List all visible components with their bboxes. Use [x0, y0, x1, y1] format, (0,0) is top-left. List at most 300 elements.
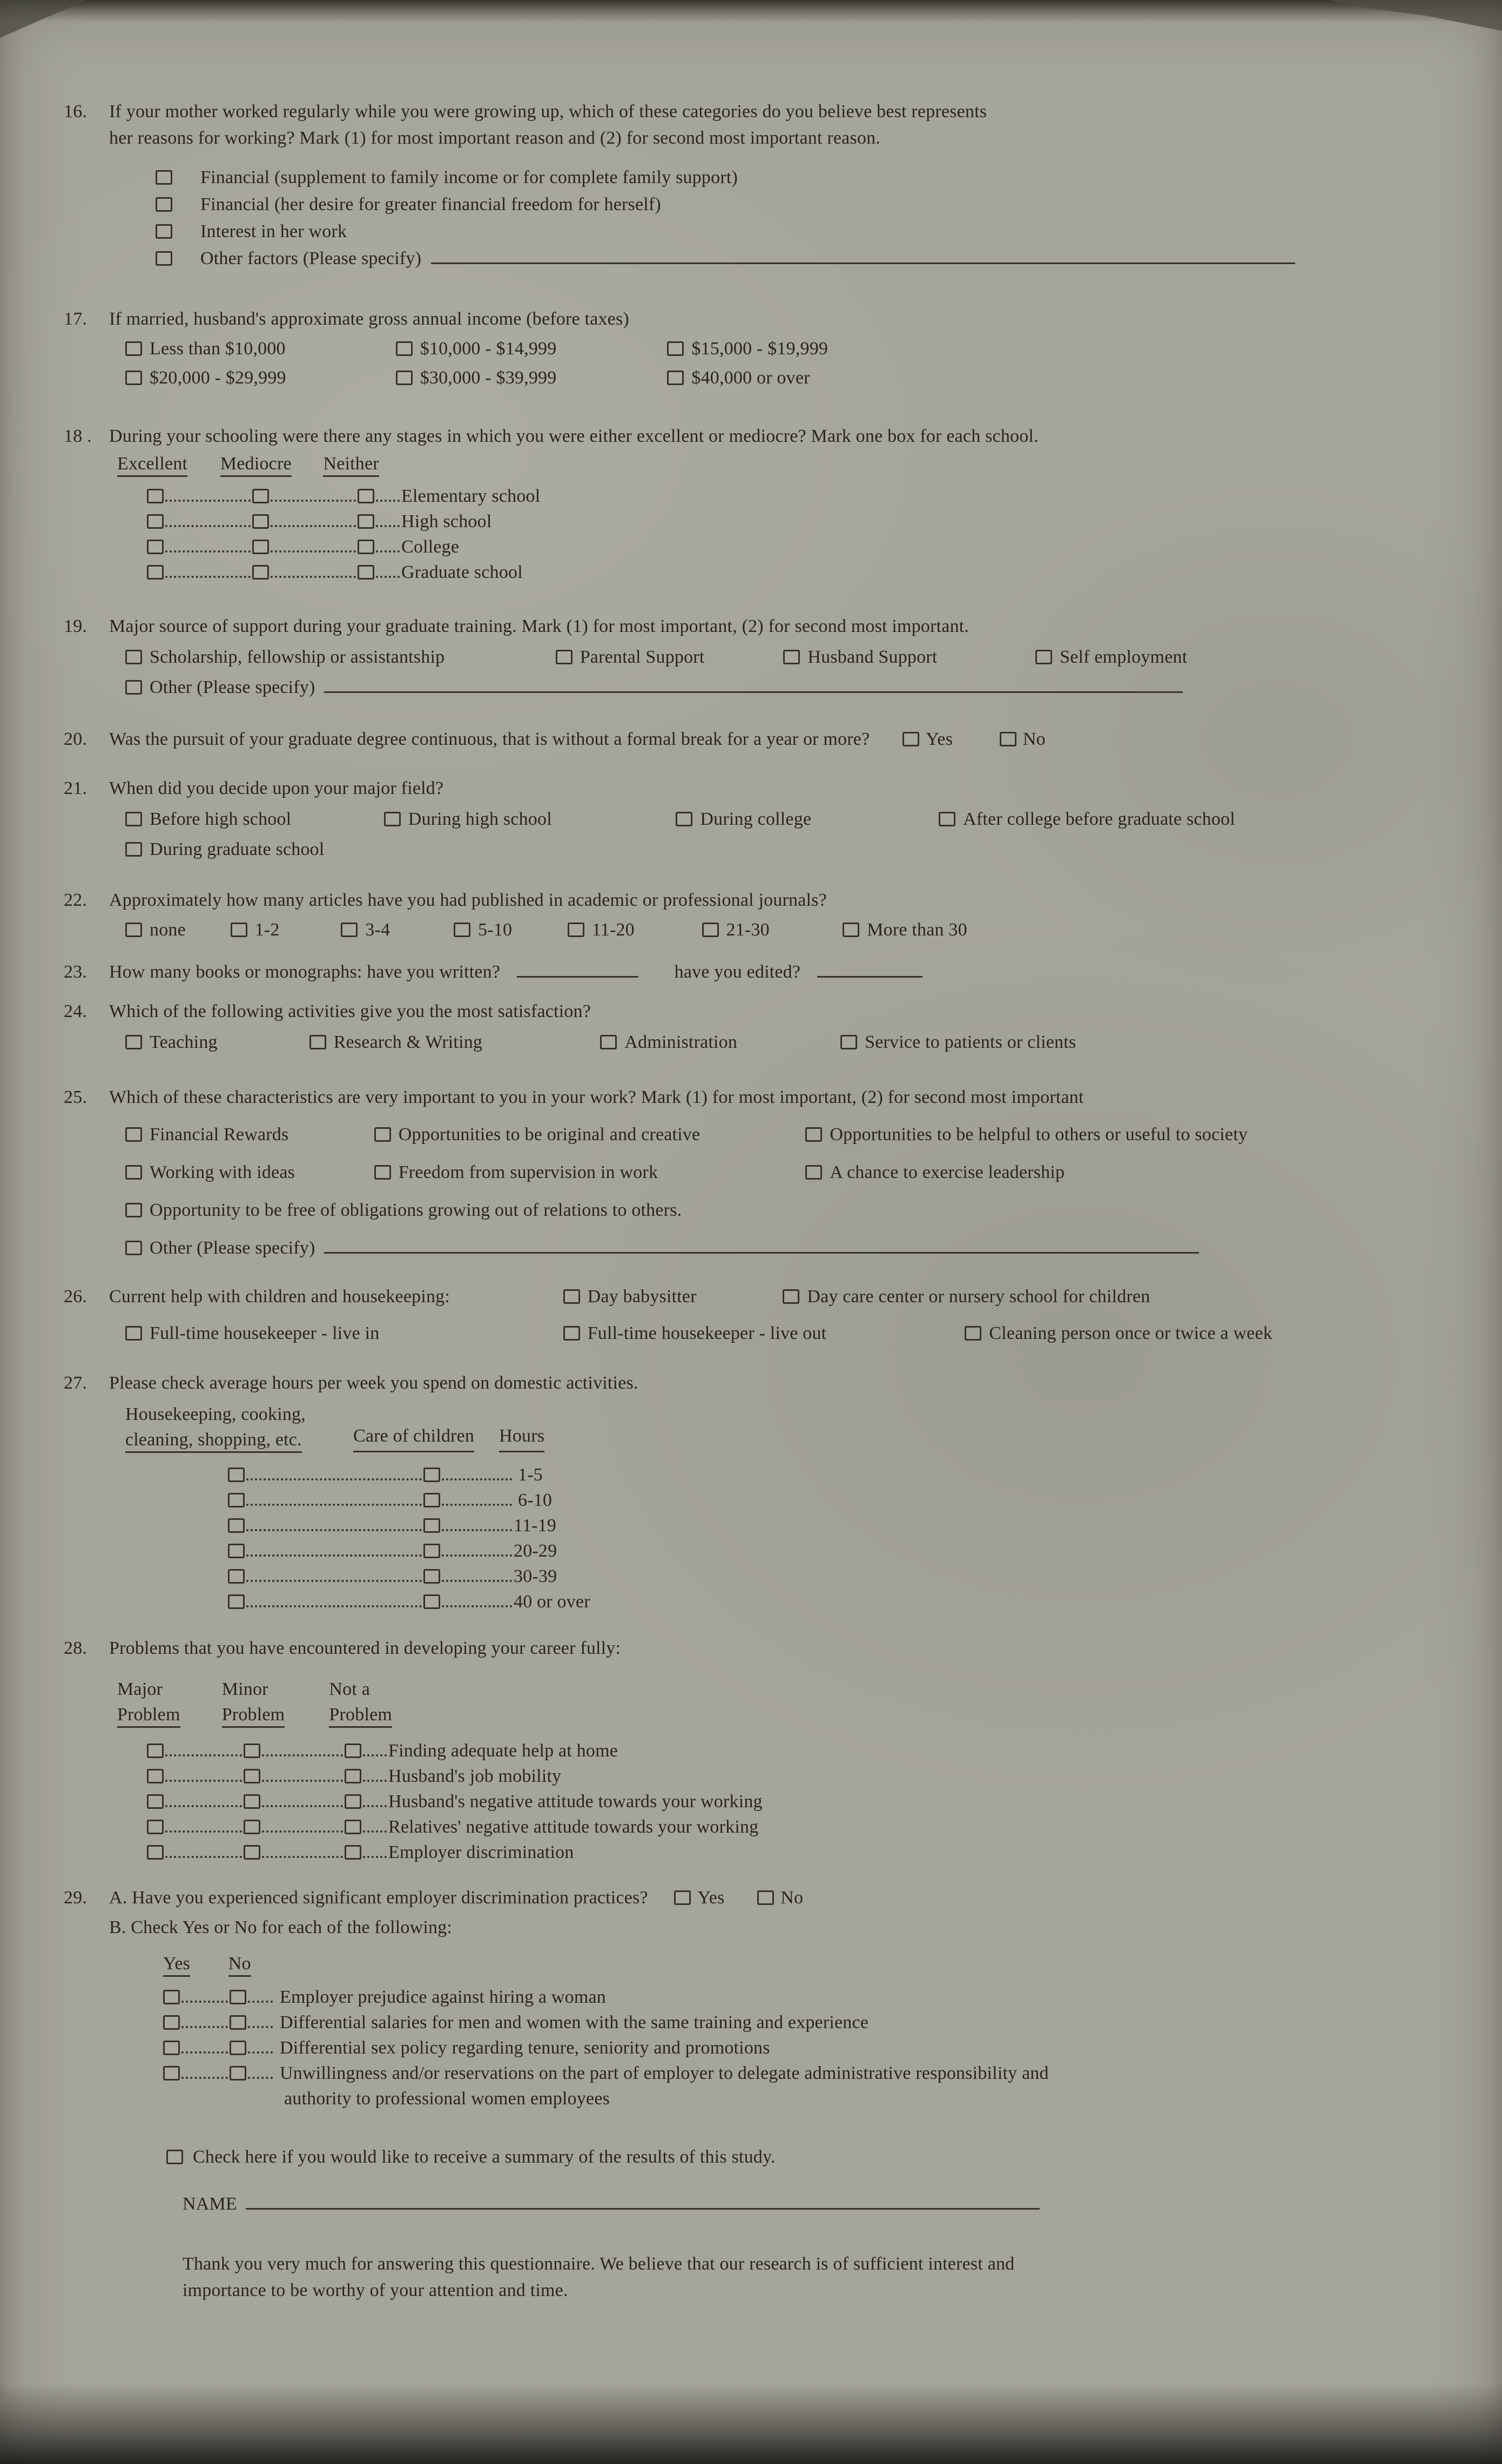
dotted-leader: [165, 1754, 242, 1756]
question-text: Was the pursuit of your graduate degree continuous, that is without a formal break for a year or more?: [109, 729, 870, 749]
dotted-leader: [262, 1805, 343, 1807]
checkbox-grid-row: [109, 1564, 1452, 1589]
option-label: $30,000 - $39,999: [420, 368, 557, 388]
checkbox[interactable]: [568, 923, 584, 937]
checkbox[interactable]: [156, 251, 172, 266]
option-row: [109, 365, 1452, 392]
checkbox-grid-row: [109, 2061, 1452, 2086]
column-headers: [109, 1677, 1452, 1727]
dotted-leader: [363, 1754, 387, 1756]
dotted-leader: [442, 1605, 512, 1607]
dotted-leader: [165, 500, 251, 502]
option-label: Teaching: [150, 1032, 218, 1052]
checkbox[interactable]: [341, 923, 358, 937]
checkbox[interactable]: [423, 1594, 440, 1609]
option-label: Financial Rewards: [150, 1125, 289, 1145]
question-text: How many books or monographs: have you written?: [109, 962, 501, 982]
option-row: [156, 245, 1452, 272]
option-label: none: [150, 920, 186, 940]
question-text: During your schooling were there any stages in which you were either excellent or mediocre? Mark one box for each school.: [109, 426, 1039, 446]
dotted-leader: [442, 1554, 512, 1557]
row-label: Husband's negative attitude towards your working: [388, 1792, 763, 1812]
column-header: Problem: [222, 1705, 285, 1728]
checkbox[interactable]: [423, 1544, 440, 1558]
checkbox[interactable]: [563, 1326, 580, 1341]
checkbox[interactable]: [252, 540, 269, 554]
question-16: [64, 98, 1452, 272]
question-text: [109, 98, 1452, 151]
question-text-line: her reasons for working? Mark (1) for most important reason and (2) for second most important reason.: [109, 128, 880, 148]
option-row: [109, 335, 1452, 362]
checkbox[interactable]: [125, 1241, 142, 1255]
dotted-leader: [442, 1478, 512, 1480]
option-label: During graduate school: [150, 839, 325, 859]
checkbox[interactable]: [840, 1035, 857, 1049]
column-header: Excellent: [117, 454, 187, 477]
checkbox[interactable]: [374, 1127, 391, 1142]
option-label: Before high school: [150, 809, 292, 829]
checkbox[interactable]: [147, 540, 164, 554]
name-row: [183, 2191, 1452, 2217]
checkbox[interactable]: [163, 1990, 180, 2004]
checkbox[interactable]: [228, 1569, 245, 1584]
question-18: [64, 423, 1452, 585]
dotted-leader: [165, 1856, 242, 1858]
checkbox[interactable]: [423, 1518, 440, 1533]
checkbox[interactable]: [358, 540, 374, 554]
option-label: Other factors (Please specify): [200, 248, 422, 268]
checkbox[interactable]: [125, 812, 142, 826]
checkbox-grid-row: [109, 1513, 1452, 1538]
form-content: [64, 98, 1452, 2304]
checkbox[interactable]: [345, 1769, 361, 1783]
option-label: Parental Support: [580, 647, 705, 667]
checkbox[interactable]: [757, 1890, 774, 1905]
checkbox[interactable]: [939, 812, 955, 826]
dotted-leader: [181, 2001, 228, 2003]
option-label: $10,000 - $14,999: [420, 339, 557, 359]
checkbox[interactable]: [423, 1493, 440, 1507]
question-number: 27.: [64, 1373, 87, 1393]
dotted-leader: [363, 1780, 387, 1782]
option-label: A chance to exercise leadership: [830, 1162, 1065, 1182]
column-header: No: [228, 1954, 251, 1977]
checkbox[interactable]: [396, 371, 413, 385]
question-number: 26.: [64, 1287, 87, 1307]
question-23: [64, 959, 1452, 985]
fill-in-blank[interactable]: [324, 1248, 1199, 1254]
checkbox[interactable]: [667, 341, 684, 356]
dotted-leader: [442, 1580, 512, 1582]
question-number: 28.: [64, 1638, 87, 1658]
row-label: 11-19: [514, 1516, 557, 1536]
checkbox[interactable]: [252, 489, 269, 503]
dotted-leader: [181, 2051, 228, 2054]
no-label: No: [1022, 729, 1046, 749]
option-row: [109, 1159, 1452, 1186]
question-part-a: [109, 1884, 1452, 1911]
column-header: Mediocre: [220, 454, 292, 477]
checkbox[interactable]: [345, 1820, 361, 1834]
dotted-leader: [262, 1830, 343, 1833]
checkbox[interactable]: [1000, 732, 1016, 746]
option-row: [109, 1283, 1452, 1310]
dotted-leader: [246, 1529, 422, 1531]
yes-label: Yes: [697, 1888, 725, 1908]
checkbox[interactable]: [147, 1820, 164, 1834]
checkbox[interactable]: [702, 923, 719, 937]
checkbox-grid-row: [109, 1738, 1452, 1763]
checkbox[interactable]: [244, 1794, 260, 1809]
option-row: [156, 164, 1452, 191]
row-label: Differential salaries for men and women with the same training and experience: [280, 2012, 869, 2032]
checkbox[interactable]: [423, 1467, 440, 1482]
dotted-leader: [181, 2026, 228, 2028]
option-label: Freedom from supervision in work: [398, 1162, 658, 1182]
dotted-leader: [442, 1529, 512, 1531]
checkbox-grid-row: [109, 534, 1452, 560]
row-label: Relatives' negative attitude towards your working: [388, 1817, 759, 1837]
question-text: Approximately how many articles have you had published in academic or professional journals?: [109, 890, 827, 910]
question-28: [64, 1635, 1452, 1865]
checkbox[interactable]: [600, 1035, 617, 1049]
dotted-leader: [165, 550, 251, 553]
dotted-leader: [363, 1856, 387, 1858]
option-label: During high school: [408, 809, 552, 829]
row-label: High school: [401, 511, 492, 531]
question-number: 24.: [64, 1001, 87, 1021]
column-header: cleaning, shopping, etc.: [125, 1430, 302, 1453]
question-text: Which of the following activities give you the most satisfaction?: [109, 1001, 591, 1021]
column-headers: [109, 1402, 1452, 1452]
checkbox[interactable]: [230, 2066, 246, 2081]
option-label: Full-time housekeeper - live out: [587, 1323, 827, 1343]
dotted-leader: [376, 525, 400, 527]
checkbox[interactable]: [147, 1845, 164, 1860]
checkbox[interactable]: [125, 1326, 142, 1341]
name-blank[interactable]: [246, 2204, 1040, 2210]
checkbox[interactable]: [358, 514, 374, 529]
dotted-leader: [165, 525, 251, 527]
option-label: Other (Please specify): [150, 677, 315, 697]
option-label: Cleaning person once or twice a week: [989, 1323, 1272, 1343]
checkbox[interactable]: [396, 341, 413, 356]
option-label: Opportunities to be original and creative: [398, 1125, 701, 1145]
checkbox[interactable]: [805, 1127, 822, 1142]
option-label: More than 30: [867, 920, 967, 940]
checkbox[interactable]: [345, 1845, 361, 1860]
dotted-leader: [246, 1554, 422, 1557]
column-header: Hours: [499, 1423, 544, 1452]
row-label: College: [401, 537, 460, 557]
column-header: Major: [117, 1679, 163, 1699]
column-header: Problem: [117, 1705, 180, 1728]
checkbox-grid-row: [109, 560, 1452, 585]
option-label: Husband Support: [807, 647, 938, 667]
row-label: 20-29: [514, 1541, 557, 1561]
column-headers: [109, 1950, 1452, 1977]
checkbox-grid-row: [109, 483, 1452, 509]
fill-in-blank[interactable]: [324, 688, 1183, 693]
option-row: [109, 806, 1452, 833]
row-label: 30-39: [514, 1566, 557, 1586]
question-17: [64, 306, 1452, 392]
dotted-leader: [271, 576, 356, 578]
checkbox[interactable]: [163, 2066, 180, 2081]
checkbox[interactable]: [147, 565, 164, 580]
checkbox[interactable]: [252, 514, 269, 529]
dotted-leader: [363, 1805, 387, 1807]
option-row: [109, 1197, 1452, 1224]
checkbox[interactable]: [556, 650, 572, 664]
checkbox[interactable]: [125, 341, 142, 356]
summary-request-row: [166, 2144, 1452, 2170]
checkbox[interactable]: [1035, 650, 1052, 664]
checkbox[interactable]: [125, 680, 142, 695]
checkbox[interactable]: [563, 1289, 580, 1304]
option-label: Day care center or nursery school for children: [807, 1287, 1150, 1307]
checkbox[interactable]: [147, 1743, 164, 1758]
dotted-leader: [262, 1754, 343, 1756]
checkbox[interactable]: [244, 1769, 260, 1783]
row-label: 40 or over: [514, 1592, 590, 1612]
question-text: have you edited?: [674, 962, 801, 982]
dotted-leader: [165, 1830, 242, 1833]
checkbox[interactable]: [231, 923, 247, 937]
dotted-leader: [165, 1780, 242, 1782]
column-header: Not a: [329, 1679, 370, 1699]
checkbox[interactable]: [230, 2015, 246, 2030]
question-19: [64, 613, 1452, 701]
checkbox[interactable]: [244, 1820, 260, 1834]
option-row: [109, 674, 1452, 701]
checkbox-grid-row: [109, 2010, 1452, 2035]
checkbox[interactable]: [244, 1845, 260, 1860]
checkbox[interactable]: [156, 197, 172, 212]
checkbox[interactable]: [423, 1569, 440, 1584]
checkbox[interactable]: [125, 1127, 142, 1142]
checkbox-grid-row: [109, 1589, 1452, 1614]
dotted-leader: [262, 1780, 343, 1782]
question-number: 25.: [64, 1087, 87, 1107]
checkbox[interactable]: [783, 650, 800, 664]
checkbox-grid-row: [109, 1538, 1452, 1564]
option-label: Administration: [624, 1032, 738, 1052]
column-header: Minor: [221, 1679, 268, 1699]
option-label: Self employment: [1060, 647, 1188, 667]
scan-edge-top: [0, 0, 1502, 22]
option-label: 1-2: [254, 920, 280, 940]
option-label: 3-4: [365, 920, 390, 940]
checkbox[interactable]: [125, 650, 142, 664]
question-number: 21.: [64, 778, 87, 798]
fill-in-blank[interactable]: [517, 972, 638, 978]
question-22: [64, 887, 1452, 944]
row-label: Employer prejudice against hiring a woman: [280, 1987, 606, 2007]
checkbox[interactable]: [166, 2150, 183, 2164]
row-label-continuation: authority to professional women employees: [284, 2089, 610, 2109]
checkbox-grid-row: [109, 509, 1452, 534]
checkbox[interactable]: [902, 732, 919, 746]
option-label: 5-10: [478, 920, 513, 940]
option-label: After college before graduate school: [963, 809, 1235, 829]
option-label: Research & Writing: [333, 1032, 483, 1052]
option-row: [109, 1235, 1452, 1262]
checkbox[interactable]: [125, 1203, 142, 1217]
option-label: Financial (supplement to family income or for complete family support): [200, 167, 738, 187]
option-label: During college: [700, 809, 812, 829]
dotted-leader: [181, 2077, 228, 2079]
checkbox[interactable]: [843, 923, 859, 937]
option-label: Opportunity to be free of obligations growing out of relations to others.: [150, 1200, 682, 1220]
question-number: 16.: [64, 102, 87, 122]
checkbox[interactable]: [667, 371, 684, 385]
checkbox[interactable]: [163, 2041, 180, 2055]
option-label: Other (Please specify): [150, 1238, 315, 1258]
column-header: Problem: [329, 1705, 392, 1728]
column-header: Housekeeping, cooking,: [125, 1404, 306, 1424]
checkbox[interactable]: [147, 514, 164, 529]
dotted-leader: [248, 2077, 273, 2079]
option-label: Full-time housekeeper - live in: [150, 1323, 380, 1343]
question-number: 23.: [64, 962, 87, 982]
row-label: Differential sex policy regarding tenure, seniority and promotions: [280, 2038, 770, 2058]
closing-text: [183, 2251, 1452, 2304]
dotted-leader: [376, 550, 400, 553]
option-label: Day babysitter: [587, 1287, 697, 1307]
question-text-line: If your mother worked regularly while you were growing up, which of these categories do you believe best represents: [109, 102, 987, 122]
option-label: Service to patients or clients: [865, 1032, 1076, 1052]
question-27: [64, 1370, 1452, 1614]
checkbox[interactable]: [125, 1035, 142, 1049]
checkbox-grid-row: [109, 2035, 1452, 2061]
checkbox[interactable]: [374, 1165, 391, 1180]
dotted-leader: [165, 1805, 242, 1807]
option-label: Working with ideas: [150, 1162, 295, 1182]
checkbox-grid-row: [109, 1487, 1452, 1513]
option-label: Opportunities to be helpful to others or useful to society: [830, 1125, 1248, 1145]
row-label: 6-10: [518, 1490, 553, 1510]
question-text: Problems that you have encountered in developing your career fully:: [109, 1638, 621, 1658]
question-text: Please check average hours per week you spend on domestic activities.: [109, 1373, 638, 1393]
checkbox[interactable]: [147, 1769, 164, 1783]
option-label: $40,000 or over: [691, 368, 810, 388]
checkbox[interactable]: [783, 1289, 799, 1304]
question-number: 19.: [64, 616, 87, 636]
option-label: Scholarship, fellowship or assistantship: [150, 647, 445, 667]
row-label: Finding adequate help at home: [388, 1741, 618, 1761]
option-row: [109, 836, 1452, 863]
checkbox-grid-row: [109, 1763, 1452, 1789]
checkbox[interactable]: [230, 2041, 246, 2055]
question-text: Major source of support during your graduate training. Mark (1) for most important, (2) for second most important.: [109, 616, 969, 636]
checkbox[interactable]: [358, 565, 374, 580]
column-header: Care of children: [353, 1423, 474, 1452]
checkbox[interactable]: [674, 1890, 691, 1905]
fill-in-blank[interactable]: [431, 259, 1295, 264]
question-29: [64, 1884, 1452, 2111]
dotted-leader: [262, 1856, 343, 1858]
question-number: 17.: [64, 309, 87, 329]
option-label: Interest in her work: [200, 221, 347, 241]
checkbox[interactable]: [125, 1165, 142, 1180]
checkbox[interactable]: [147, 1794, 164, 1809]
checkbox[interactable]: [228, 1467, 245, 1482]
dotted-leader: [271, 500, 356, 502]
checkbox[interactable]: [358, 489, 374, 503]
closing-line: Thank you very much for answering this questionnaire. We believe that our research is of sufficient interest and: [183, 2254, 1015, 2274]
checkbox[interactable]: [309, 1035, 326, 1049]
checkbox[interactable]: [454, 923, 470, 937]
dotted-leader: [246, 1580, 422, 1582]
fill-in-blank[interactable]: [817, 972, 922, 978]
dotted-leader: [246, 1504, 422, 1506]
option-row: [109, 917, 1452, 944]
checkbox-grid-row: [109, 1984, 1452, 2010]
checkbox-grid-row: [109, 1814, 1452, 1840]
checkbox[interactable]: [147, 489, 164, 503]
column-headers: [109, 450, 1452, 477]
option-row: [109, 1121, 1452, 1148]
dotted-leader: [442, 1504, 512, 1506]
row-label: Husband's job mobility: [388, 1766, 562, 1786]
dotted-leader: [363, 1830, 387, 1833]
checkbox[interactable]: [676, 812, 692, 826]
checkbox[interactable]: [384, 812, 401, 826]
dotted-leader: [271, 550, 356, 553]
checkbox[interactable]: [805, 1165, 822, 1180]
checkbox[interactable]: [228, 1594, 245, 1609]
yes-label: Yes: [926, 729, 953, 749]
checkbox[interactable]: [345, 1794, 361, 1809]
question-21: [64, 775, 1452, 863]
question-24: [64, 998, 1452, 1056]
checkbox[interactable]: [156, 224, 172, 239]
checkbox[interactable]: [252, 565, 269, 580]
closing-line: importance to be worthy of your attention and time.: [183, 2280, 568, 2300]
option-label: 11-20: [591, 920, 635, 940]
checkbox-grid-row: [109, 1840, 1452, 1865]
question-20: [64, 726, 1452, 752]
option-row: [156, 218, 1452, 245]
option-row: [109, 644, 1452, 671]
row-label: 1-5: [518, 1465, 543, 1485]
question-26: [64, 1283, 1452, 1347]
checkbox-grid-row: [109, 1789, 1452, 1814]
checkbox[interactable]: [228, 1544, 245, 1558]
question-text: If married, husband's approximate gross annual income (before taxes): [109, 309, 629, 329]
checkbox[interactable]: [125, 371, 142, 385]
checkbox-grid-row: [109, 1462, 1452, 1487]
checkbox[interactable]: [345, 1743, 361, 1758]
checkbox[interactable]: [156, 170, 172, 185]
checkbox[interactable]: [163, 2015, 180, 2030]
option-label: Financial (her desire for greater financial freedom for herself): [200, 194, 661, 214]
checkbox[interactable]: [125, 842, 142, 857]
checkbox[interactable]: [230, 1990, 246, 2004]
row-label: Elementary school: [401, 486, 541, 506]
checkbox[interactable]: [228, 1518, 245, 1533]
checkbox[interactable]: [244, 1743, 260, 1758]
checkbox[interactable]: [228, 1493, 245, 1507]
checkbox[interactable]: [965, 1326, 981, 1341]
dotted-leader: [165, 576, 251, 578]
question-25: [64, 1084, 1452, 1262]
column-header: Yes: [163, 1954, 190, 1977]
checkbox[interactable]: [125, 923, 142, 937]
dotted-leader: [246, 1478, 422, 1480]
option-row: [109, 1320, 1452, 1347]
